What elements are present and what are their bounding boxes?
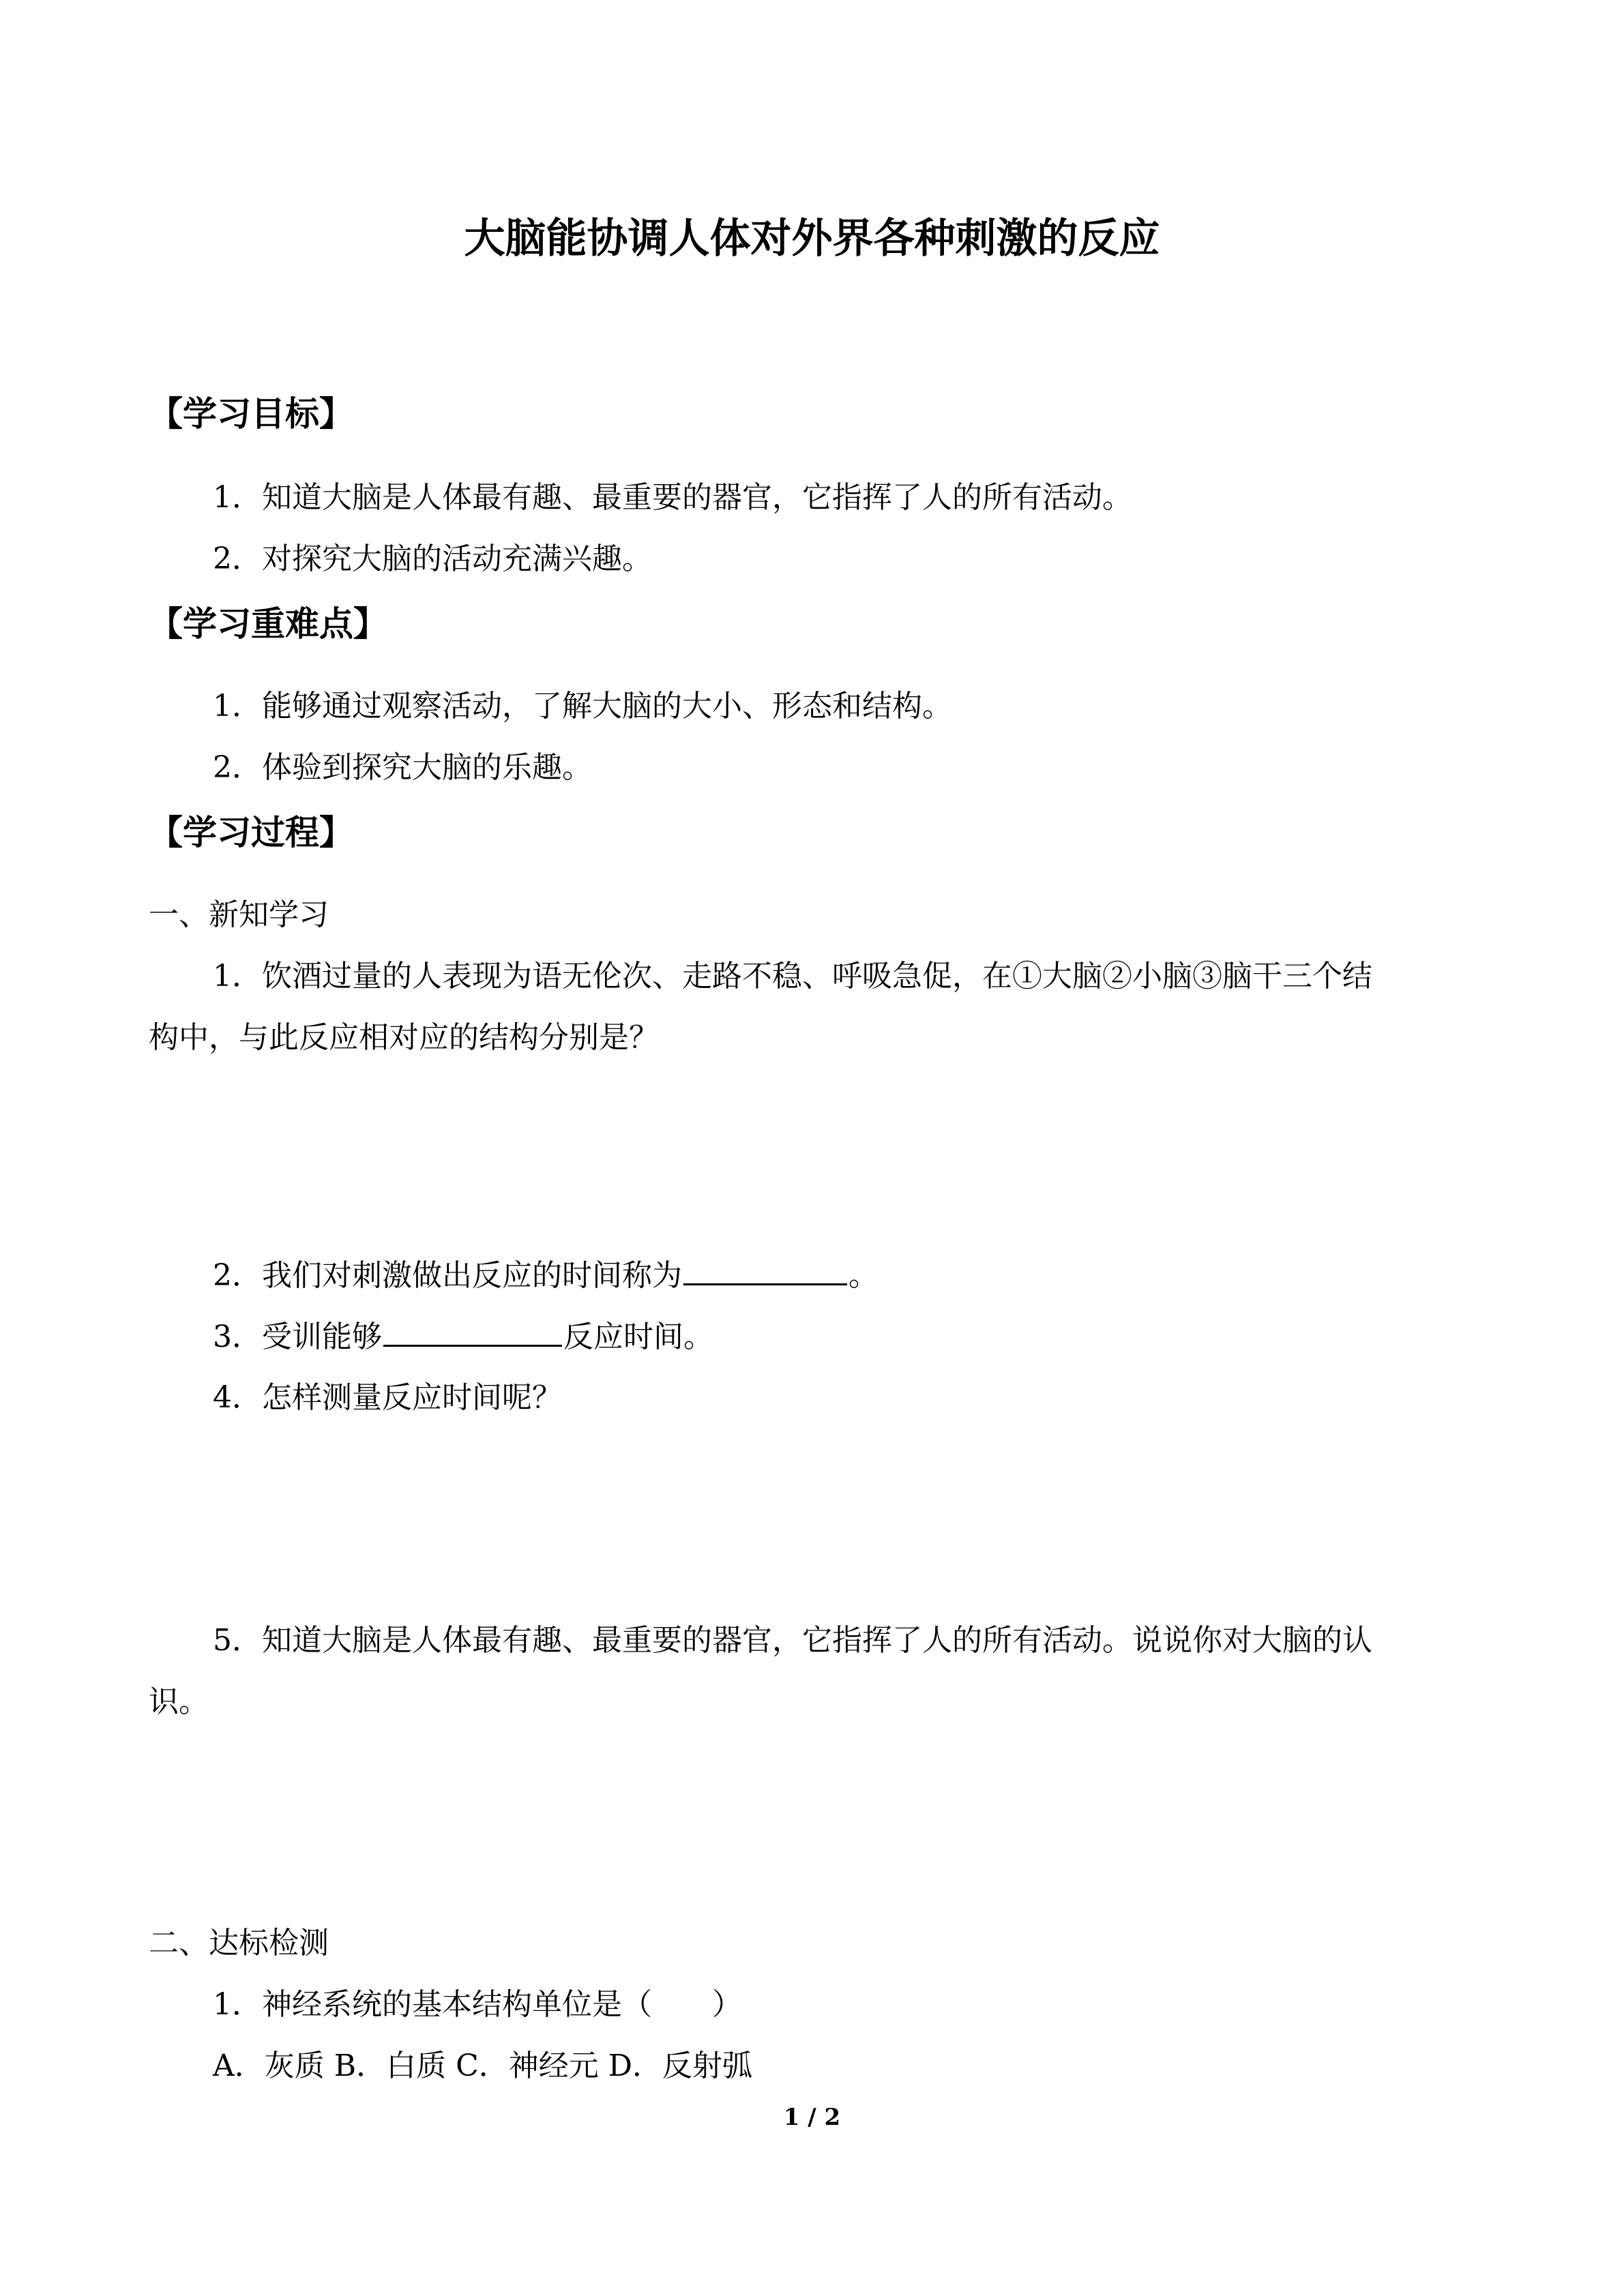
heading-objectives: 【学习目标】: [149, 394, 353, 434]
question-2: [213, 1253, 879, 1298]
question-4: 4．怎样测量反应时间呢？: [213, 1380, 562, 1415]
heading-key-points: 【学习重难点】: [149, 604, 387, 644]
question-1-line-1: 1．饮酒过量的人表现为语无伦次、走路不稳、呼吸急促，在①大脑②小脑③脑干三个结: [213, 959, 1372, 994]
part2-title: 二、达标检测: [149, 1926, 329, 1960]
question-3-end: 反应时间。: [563, 1320, 713, 1354]
key-point-item-1: 1．能够通过观察活动，了解大脑的大小、形态和结构。: [213, 689, 952, 724]
question-5-line-2: 识。: [149, 1684, 209, 1719]
question-2-text: 2．我们对刺激做出反应的时间称为: [213, 1258, 682, 1293]
page-number: 1 / 2: [783, 2104, 841, 2131]
question-1-line-2: 构中，与此反应相对应的结构分别是？: [149, 1020, 659, 1055]
heading-process: 【学习过程】: [149, 813, 353, 852]
objective-item-2: 2．对探究大脑的活动充满兴趣。: [213, 541, 652, 576]
test-question-1-options: A．灰质 B．白质 C．神经元 D．反射弧: [213, 2048, 753, 2083]
question-5-line-1: 5．知道大脑是人体最有趣、最重要的器官，它指挥了人的所有活动。说说你对大脑的认: [213, 1623, 1372, 1658]
question-3-text: 3．受训能够: [213, 1320, 382, 1354]
question-3: [213, 1315, 713, 1359]
part1-title: 一、新知学习: [149, 897, 329, 932]
key-point-item-2: 2．体验到探究大脑的乐趣。: [213, 750, 592, 785]
answer-blank-2[interactable]: [683, 1253, 847, 1285]
answer-blank-3[interactable]: [383, 1315, 562, 1347]
document-title: 大脑能协调人体对外界各种刺激的反应: [464, 215, 1160, 263]
test-question-1: 1．神经系统的基本结构单位是（ ）: [213, 1987, 742, 2022]
question-2-end: 。: [848, 1258, 879, 1293]
objective-item-1: 1．知道大脑是人体最有趣、最重要的器官，它指挥了人的所有活动。: [213, 480, 1132, 515]
